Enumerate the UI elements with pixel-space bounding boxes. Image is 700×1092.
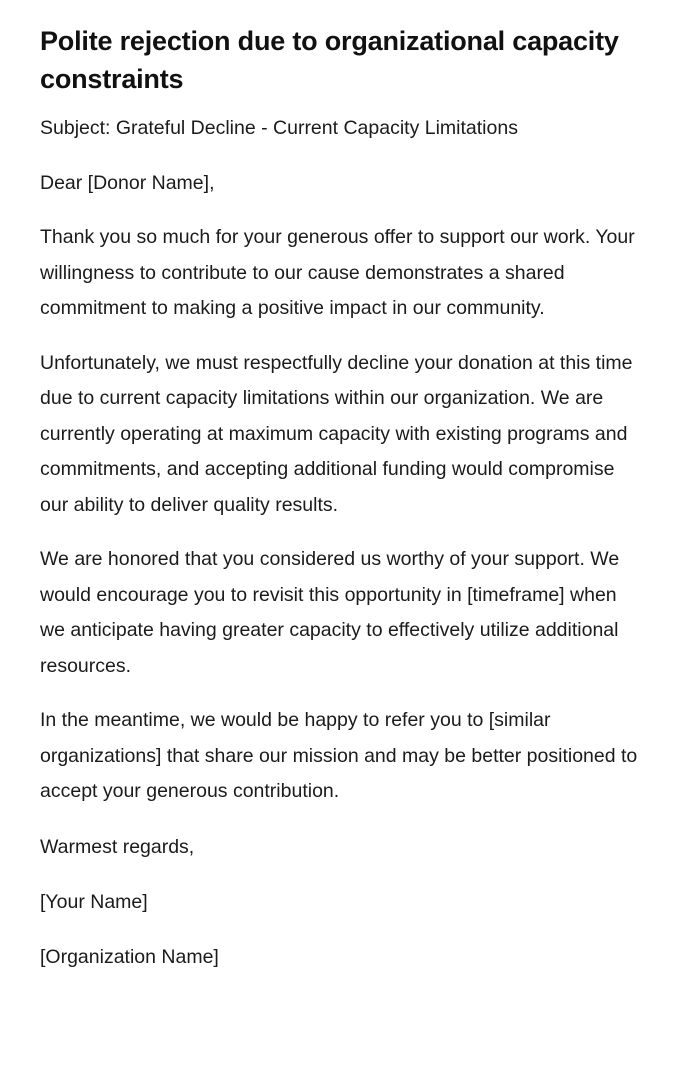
body-paragraph: Unfortunately, we must respectfully decline your donation at this time due to current capacity limitations within our organization. We are currently operating at maximum capacity with existing programs and commitments, and accepting additional funding would compromise our ability to deliver quality results.: [40, 351, 633, 516]
subject-line: Subject: Grateful Decline - Current Capacity Limitations: [40, 117, 518, 139]
body-paragraph: We are honored that you considered us worthy of your support. We would encourage you to revisit this opportunity in [timeframe] when we anticipate having greater capacity to effectively utilize additional resources.: [40, 548, 620, 677]
closing-line: Warmest regards,: [40, 835, 195, 858]
body-paragraph: In the meantime, we would be happy to refer you to [similar organizations] that share our mission and may be better positioned to accept your generous contribution.: [40, 709, 638, 802]
signature-organization: [Organization Name]: [40, 945, 219, 968]
page-title: Polite rejection due to organizational capacity constraints: [40, 26, 619, 94]
salutation: Dear [Donor Name],: [40, 172, 215, 194]
body-paragraph: Thank you so much for your generous offer to support our work. Your willingness to contribute to our cause demonstrates a shared commitment to making a positive impact in our community.: [40, 226, 635, 319]
signature-name: [Your Name]: [40, 890, 148, 913]
